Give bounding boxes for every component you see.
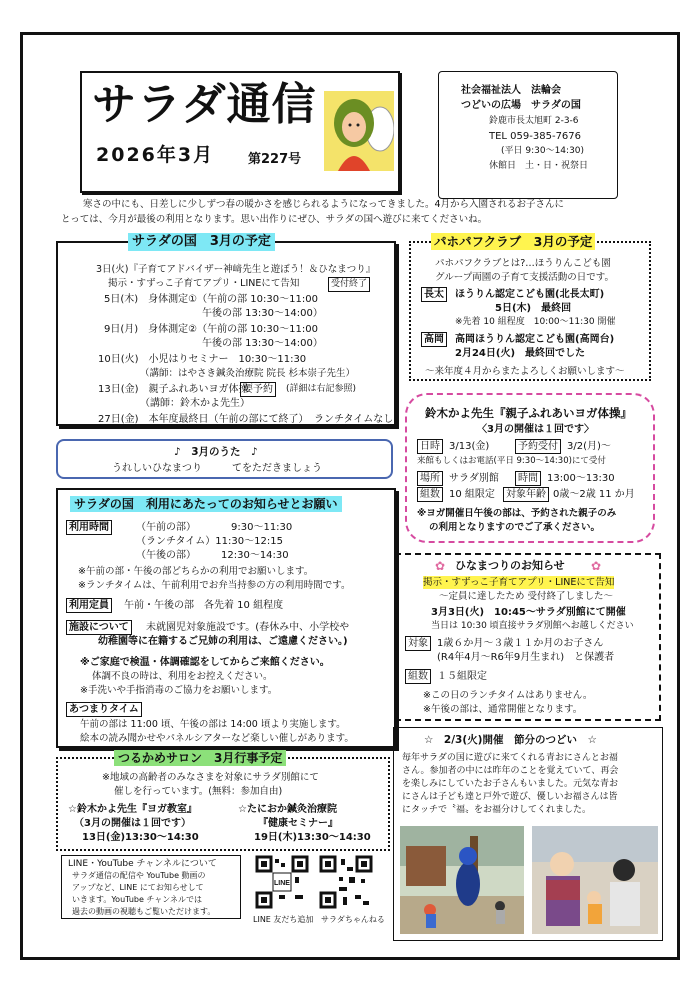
pakupaku-club-box: [409, 234, 651, 381]
tsurukame-desc-2: 催しを行っています。(無料：参加自由): [114, 786, 283, 797]
hina-note-2: ※午後の部は、通常開催となります。: [423, 704, 583, 715]
schedule-item-13b: （講師：鈴木かよ先生）: [140, 398, 250, 409]
yoga-age: 0歳〜2歳 11 か月: [553, 489, 635, 500]
issue-date: 2026年3月: [96, 144, 215, 166]
svg-text:LINE: LINE: [274, 880, 290, 887]
schedule-item-10b: （講師：はやさき鍼灸治療院 院長 杉本崇子先生）: [140, 368, 356, 379]
yoga-place: サラダ別館: [449, 473, 499, 484]
issue-number: 第227号: [248, 152, 302, 167]
nagao-label: 長太: [421, 287, 447, 302]
mascot-illustration: [324, 91, 394, 171]
yoga-date: 3/13(金): [449, 441, 490, 452]
schedule-item-9b: 午後の部 13:30〜14:00）: [202, 338, 323, 349]
no-lunch-note: ランチタイムなし: [314, 414, 394, 425]
tsurukame-seminar-date: 19日(木)13:30〜14:30: [254, 832, 371, 843]
closed-badge: 受付終了: [328, 277, 370, 292]
tsurukame-title: つるかめサロン 3月行事予定: [114, 750, 286, 766]
setsubun-box: [393, 727, 663, 941]
org-hours: (平日 9:30〜14:30): [501, 146, 585, 156]
nagao-note: ※先着 10 組程度 10:00〜11:30 開催: [455, 317, 616, 327]
line-qr-label: LINE 友だち追加: [253, 915, 314, 924]
setsubun-text-3: を楽しみにしていたお子さんもいました。元気な青お: [402, 779, 619, 789]
hina-arrival-note: 当日は 10:30 頃直接サラダ別館へお越しください: [431, 621, 634, 631]
hours-note-2: ※ランチタイムは、午前利用でお弁当持参の方の利用時間です。: [78, 580, 351, 591]
yoga-date-label: 日時: [417, 439, 443, 454]
schedule-item-9: 9日(月) 身体測定②（午前の部 10:30〜11:00: [104, 324, 318, 335]
flower-icon: ✿: [435, 559, 446, 573]
hina-notice: 掲示・すずっこ子育てアプリ・LINEにて告知: [423, 577, 615, 588]
schedule-item-27: 27日(金) 本年度最終日（午前の部にて終了）: [98, 414, 309, 425]
schedule-item-10: 10日(火) 小児はりセミナー 10:30〜11:30: [98, 354, 307, 365]
hours-pm: （午後の部） 12:30〜14:30: [136, 550, 289, 561]
schedule-item-5: 5日(木) 身体測定①（午前の部 10:30〜11:00: [104, 294, 318, 305]
hina-date: 3月3日(火) 10:45〜サラダ別館にて開催: [431, 607, 626, 618]
setsubun-title: ☆ 2/3(火)開催 節分のつどい ☆: [424, 734, 597, 746]
usage-notice-box: [56, 488, 396, 748]
yoga-title: 鈴木かよ先生『親子ふれあいヨガ体操』: [425, 406, 632, 420]
org-name: 社会福祉法人 法輪会: [461, 85, 561, 96]
hours-label: 利用時間: [66, 520, 112, 535]
yoga-reservation-label: 予約受付: [515, 439, 561, 454]
hours-note-1: ※午前の部・午後の部どちらかの利用でお願いします。: [78, 566, 314, 577]
hina-closed: 〜定員に達したため 受付終了しました〜: [439, 591, 614, 602]
takaoka-date: 2月24日(火) 最終回でした: [455, 348, 586, 359]
tsurukame-yoga-title: ☆鈴木かよ先生『ヨガ教室』: [68, 804, 197, 815]
facility-label: 施設について: [66, 620, 132, 635]
tsurukame-yoga-sub: （3月の開催は１回です）: [74, 818, 191, 829]
gathering-label: あつまりタイム: [66, 702, 142, 717]
yoga-box: [405, 393, 655, 543]
notice-title: サラダの国 利用にあたってのお知らせとお願い: [70, 496, 342, 512]
hina-target-2: (R4年4月〜R6年9月生まれ) と保護者: [437, 652, 615, 663]
song-box: [56, 439, 393, 479]
nagao-date: 5日(木) 最終回: [495, 303, 572, 314]
yoga-subtitle: 〈3月の開催は１回です〉: [477, 424, 594, 435]
tsurukame-seminar-title: ☆たにおか鍼灸治療院: [238, 804, 337, 815]
setsubun-text-2: さん。参加者の中には昨年のことを覚えていて、再会: [402, 766, 619, 776]
yoga-time: 13:00〜13:30: [547, 473, 615, 484]
line-text-2: アップなど、LINE にてお知らせして: [72, 883, 204, 892]
setsubun-text-5: にタッチで〝福〟をお福分けしてくれました。: [402, 805, 592, 815]
flower-icon: ✿: [591, 559, 602, 573]
youtube-qr-label: サラダちゃんねる: [321, 915, 385, 924]
health-title: ※ご家庭で検温・体調確認をしてからご来館ください。: [80, 657, 330, 668]
line-youtube-box: [61, 855, 241, 919]
hina-count-label: 組数: [405, 669, 431, 684]
title-box: [80, 71, 400, 193]
hinamatsuri-box: [395, 553, 661, 721]
org-facility: つどいの広場 サラダの国: [461, 100, 581, 111]
schedule-item-5b: 午後の部 13:30〜14:00）: [202, 308, 323, 319]
org-holidays: 休館日 土・日・祝祭日: [489, 161, 589, 171]
setsubun-text-4: にさんは子ども達と戸外で遊び、優しいお福さんは皆: [402, 792, 618, 802]
yoga-time-label: 時間: [515, 471, 541, 486]
pakupaku-desc-1: パホパフクラブとは?…ほうりんこども園: [435, 258, 611, 269]
setsubun-text-1: 毎年サラダの国に遊びに来てくれる青おにさんとお福: [402, 753, 618, 763]
yoga-tel: 来館もしくはお電話(平日 9:30〜14:30)にて受付: [417, 456, 606, 466]
song-text: うれしいひなまつり てをただきましょう: [112, 463, 322, 474]
yoga-count: 10 組限定: [449, 489, 495, 500]
org-tel: TEL 059-385-7676: [489, 131, 582, 142]
yoga-count-label: 組数: [417, 487, 443, 502]
capacity-text: 午前・午後の部 各先着 10 組程度: [124, 600, 284, 611]
intro-line-1: 寒さの中にも、日差しに少しずつ春の暖かさを感じられるようになってきました。4月から入園されるお子さんに: [83, 199, 565, 210]
intro-line-2: とっては、今月が最後の利用となります。思い出作りにぜひ、サラダの国へ遊びに来てくださいね。: [61, 214, 488, 225]
tsurukame-seminar-sub: 『健康セミナー』: [258, 818, 338, 829]
takaoka-venue: 高岡ほうりん認定こども園(高岡台): [455, 334, 615, 345]
line-title: LINE・YouTube チャンネルについて: [68, 859, 217, 869]
schedule-title: サラダの国 3月の予定: [128, 233, 275, 251]
song-title: ♪ 3月のうた ♪: [174, 446, 258, 458]
hina-target-label: 対象: [405, 636, 431, 651]
nagao-venue: ほうりん認定こども園(北長太町): [455, 289, 605, 300]
line-text-1: サラダ通信の配信や YouTube 動画の: [72, 871, 206, 880]
gathering-text-2: 絵本の読み聞かせやパネルシアターなど楽しい催しがあります。: [80, 733, 354, 744]
hours-lunch: （ランチタイム）11:30〜12:15: [136, 536, 283, 547]
health-text-1: 体調不良の時は、利用をお控えください。: [92, 671, 273, 682]
capacity-label: 利用定員: [66, 598, 112, 613]
yoga-note-2: の利用となりますのでご了承ください。: [429, 522, 601, 533]
reservation-badge: 要予約: [240, 382, 276, 397]
tsurukame-desc-1: ※地域の高齢者のみなさまを対象にサラダ別館にて: [102, 772, 319, 783]
schedule-item-13: 13日(金) 親子ふれあいヨガ体操: [98, 384, 249, 395]
gathering-text-1: 午前の部は 11:00 頃、午後の部は 14:00 頃より実施します。: [80, 719, 346, 730]
schedule-item-3: 3日(火)『子育てアドバイザー神﨑先生と遊ぼう！＆ひなまつり』: [96, 264, 376, 275]
org-address: 鈴鹿市長太旭町 2-3-6: [489, 116, 579, 126]
yoga-age-label: 対象年齢: [503, 487, 549, 502]
org-scroll: [438, 71, 618, 199]
yoga-reservation: 3/2(月)〜: [567, 441, 611, 452]
line-qr-code[interactable]: [255, 855, 309, 909]
march-schedule-box: [56, 234, 396, 426]
newsletter-page: [20, 32, 680, 960]
line-text-3: いきます。YouTube チャンネルでは: [72, 895, 202, 904]
facility-text-2: 幼稚園等に在籍するご兄姉の利用は、ご遠慮ください。): [98, 636, 348, 647]
hina-note-1: ※この日のランチタイムはありません。: [423, 690, 593, 701]
health-text-2: ※手洗いや手指消毒のご協力をお願いします。: [80, 685, 278, 696]
tsurukame-yoga-date: 13日(金)13:30〜14:30: [82, 832, 199, 843]
facility-text-1: 未就園児対象施設です。(春休み中、小学校や: [146, 622, 350, 633]
pakupaku-desc-2: グループ両園の子育て支援活動の日です。: [435, 272, 614, 283]
youtube-qr-code[interactable]: [319, 855, 373, 909]
takaoka-label: 高岡: [421, 332, 447, 347]
hina-target-1: 1歳６か月〜３歳１１か月のお子さん: [437, 638, 604, 649]
hours-am: （午前の部） 9:30〜11:30: [136, 522, 293, 533]
yoga-note-1: ※ヨガ開催日午後の部は、予約された親子のみ: [417, 508, 617, 519]
hinamatsuri-title: ひなまつりのお知らせ: [455, 559, 565, 572]
pakupaku-title: パホパフクラブ 3月の予定: [431, 233, 595, 250]
tsurukame-salon-box: [56, 751, 390, 851]
setsubun-photo-1: [400, 826, 524, 934]
page-title: サラダ通信: [92, 79, 317, 130]
yoga-place-label: 場所: [417, 471, 443, 486]
pakupaku-footer: 〜来年度４月からまたよろしくお願いします〜: [425, 366, 625, 377]
hina-count: １５組限定: [437, 671, 487, 682]
schedule-item-3-notice: 掲示・すずっこ子育てアプリ・LINEにて告知: [108, 278, 300, 289]
line-text-4: 過去の動画の視聴もご覧いただけます。: [72, 907, 216, 916]
setsubun-photo-2: [532, 826, 658, 934]
schedule-item-13-ref: (詳細は右記参照): [286, 384, 357, 394]
